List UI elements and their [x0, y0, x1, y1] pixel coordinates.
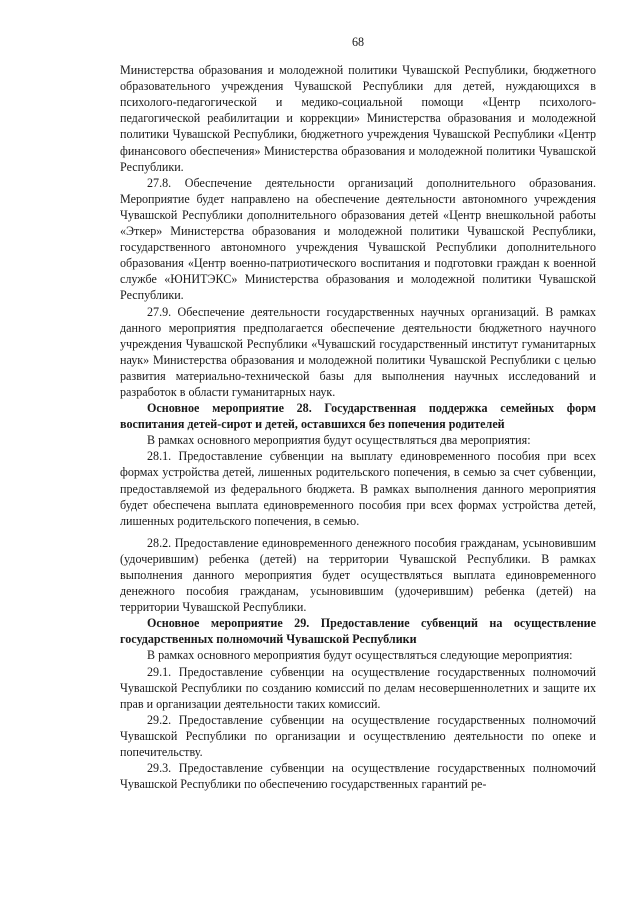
paragraph-29-2: 29.2. Предоставление субвенции на осуществление государственных полномочий Чувашской Республики по организации и осуществлению деятельности по опеке и попечительству.: [120, 712, 596, 760]
paragraph-27-8: 27.8. Обеспечение деятельности организаций дополнительного образования. Мероприятие будет направлено на обеспечение деятельности автономного учреждения Чувашской Республики дополнительного образования детей «Центр внешкольной работы «Эткер» Министерства образования и молодежной политики Чувашской Республики, государственного автономного учреждения Чувашской Республики дополнительного образования «Центр военно-патриотического воспитания и подготовки граждан к военной службе «ЮНИТЭКС» Министерства образования и молодежной политики Чувашской Республики.: [120, 175, 596, 303]
paragraph-event-29-intro: В рамках основного мероприятия будут осуществляться следующие мероприятия:: [147, 648, 573, 663]
paragraph-27-9: 27.9. Обеспечение деятельности государственных научных организаций. В рамках данного мероприятия предполагается обеспечение деятельности бюджетного научного учреждения Чувашской Республики «Чувашский государственный институт гуманитарных наук» Министерства образования и молодежной политики Чувашской Республики с целью развития материально-технической базы для выполнения научных исследований и разработок в области гуманитарных наук.: [120, 304, 596, 399]
page-number: 68: [351, 35, 365, 49]
paragraph-event-28-intro: В рамках основного мероприятия будут осуществляться два мероприятия:: [147, 433, 531, 448]
paragraph-29-3: 29.3. Предоставление субвенции на осуществление государственных полномочий Чувашской Республики по обеспечению государственных гарантий ре-: [120, 761, 596, 792]
paragraph-continuation: Министерства образования и молодежной политики Чувашской Республики, бюджетного образовательного учреждения Чувашской Республики для детей, нуждающихся в психолого-педагогической и медико-социальной помощи «Центр психолого-педагогической реабилитации и коррекции» Министерства образования и молодежной политики Чувашской Республики, бюджетного учреждения Чувашской Республики «Центр финансового обеспечения» Министерства образования и молодежной политики Чувашской Республики.: [120, 63, 596, 174]
heading-main-event-28: Основное мероприятие 28. Государственная поддержка семейных форм воспитания детей-сирот и детей, оставшихся без попечения родителей: [120, 401, 596, 432]
paragraph-28-1: 28.1. Предоставление субвенции на выплату единовременного пособия при всех формах устройства детей, лишенных родительского попечения, в семью за счет субвенции, предоставляемой из федерального бюджета. В рамках выполнения данного мероприятия будет обеспечена выплата единовременного пособия при всех формах устройства детей, лишенных родительского попечения, в семью.: [120, 449, 596, 528]
heading-main-event-29: Основное мероприятие 29. Предоставление субвенций на осуществление государственных полномочий Чувашской Республики: [120, 616, 596, 647]
paragraph-29-1: 29.1. Предоставление субвенции на осуществление государственных полномочий Чувашской Республики по созданию комиссий по делам несовершеннолетних и защите их прав и организации деятельности таких комиссий.: [120, 664, 596, 711]
paragraph-28-2: 28.2. Предоставление единовременного денежного пособия гражданам, усыновившим (удочерившим) ребенка (детей) на территории Чувашской Республики. В рамках выполнения данного мероприятия будет осуществляться выплата единовременного денежного пособия гражданам, усыновившим (удочерившим) ребенка (детей) на территории Чувашской Республики.: [120, 535, 596, 615]
